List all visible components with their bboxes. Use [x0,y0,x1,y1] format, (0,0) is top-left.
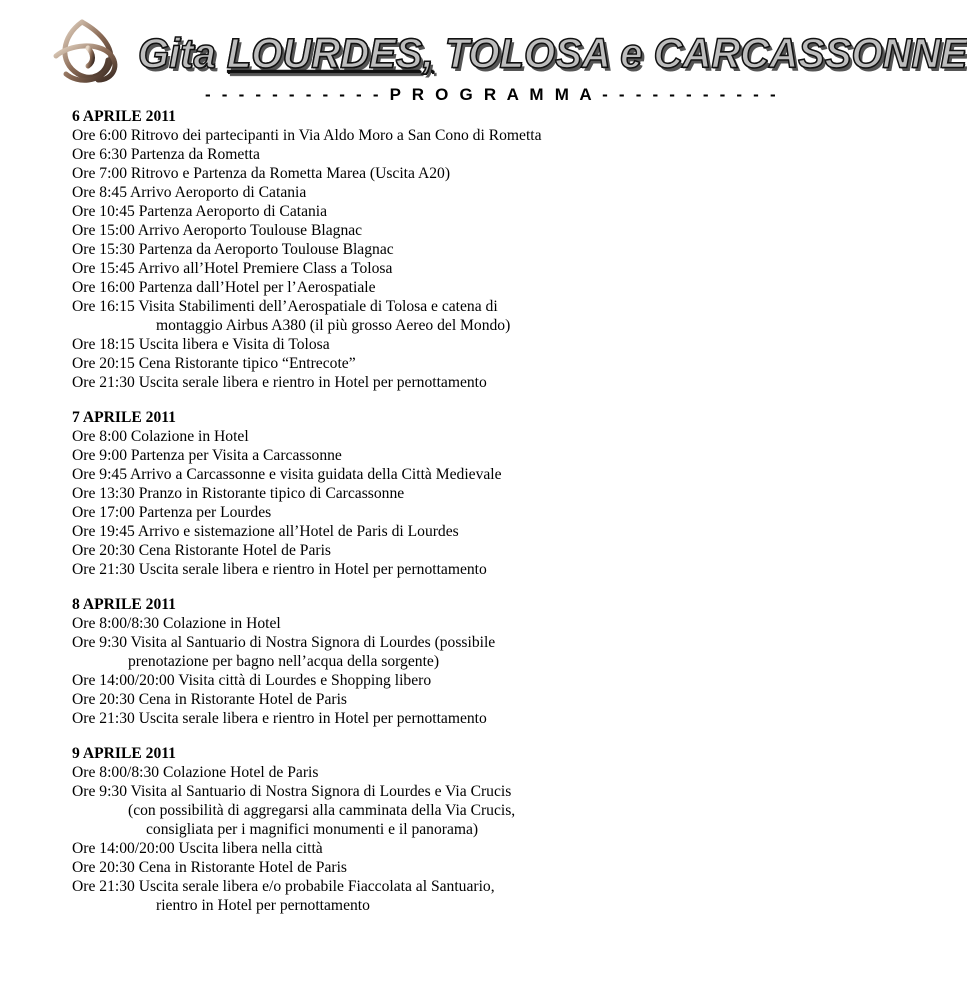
schedule-line: Ore 20:30 Cena Ristorante Hotel de Paris [72,542,331,559]
day-title: 9 APRILE 2011 [72,745,176,762]
schedule-line: Ore 21:30 Uscita serale libera e rientro in Hotel per pernottamento [72,561,487,578]
schedule-line: Ore 20:15 Cena Ristorante tipico “Entrecote” [72,355,356,372]
page-title [138,29,967,79]
day-section [72,107,752,392]
schedule-line: Ore 9:30 Visita al Santuario di Nostra Signora di Lourdes (possibile [72,634,496,651]
schedule-line: Ore 17:00 Partenza per Lourdes [72,504,272,521]
programme-content [72,107,752,931]
schedule-line: Ore 8:00/8:30 Colazione in Hotel [72,615,281,632]
schedule-line: Ore 21:30 Uscita serale libera e rientro in Hotel per pernottamento [72,710,487,727]
schedule-line: Ore 19:45 Arrivo e sistemazione all’Hotel de Paris di Lourdes [72,523,459,540]
title-part-e: e [620,30,643,78]
day-section [72,595,752,728]
header [48,12,967,92]
schedule-line: Ore 10:45 Partenza Aeroporto di Catania [72,203,328,220]
day-section [72,744,752,915]
day-section [72,408,752,579]
schedule-line-continuation: montaggio Airbus A380 (il più grosso Aereo del Mondo) [156,317,511,334]
schedule-line: Ore 6:30 Partenza da Rometta [72,146,260,163]
schedule-line: Ore 15:45 Arrivo all’Hotel Premiere Class a Tolosa [72,260,393,277]
title-part-tolosa: TOLOSA [433,30,621,78]
title-part-carcassonne: CARCASSONNE [642,30,967,78]
schedule-line: Ore 7:00 Ritrovo e Partenza da Rometta Marea (Uscita A20) [72,165,451,182]
triquetra-logo-icon [48,14,144,90]
schedule-line-continuation: prenotazione per bagno nell’acqua della sorgente) [128,653,440,670]
schedule-line: Ore 18:15 Uscita libera e Visita di Tolosa [72,336,330,353]
title-part-gita: Gita [138,30,227,78]
schedule-line: Ore 16:00 Partenza dall’Hotel per l’Aerospatiale [72,279,376,296]
schedule-line: Ore 9:45 Arrivo a Carcassonne e visita guidata della Città Medievale [72,466,502,483]
day-title: 7 APRILE 2011 [72,409,176,426]
schedule-line: Ore 15:00 Arrivo Aeroporto Toulouse Blagnac [72,222,363,239]
schedule-line-continuation: consigliata per i magnifici monumenti e il panorama) [146,821,479,838]
schedule-line: Ore 13:30 Pranzo in Ristorante tipico di Carcassonne [72,485,405,502]
schedule-line: Ore 6:00 Ritrovo dei partecipanti in Via Aldo Moro a San Cono di Rometta [72,127,542,144]
programma-heading: - - - - - - - - - - - P R O G R A M M A - - - - - - - - - - - [205,85,779,104]
schedule-line-continuation: (con possibilità di aggregarsi alla camminata della Via Crucis, [128,802,516,819]
schedule-line: Ore 14:00/20:00 Visita città di Lourdes e Shopping libero [72,672,432,689]
title-part-lourdes: LOURDES, [226,30,434,78]
schedule-line: Ore 20:30 Cena in Ristorante Hotel de Paris [72,691,347,708]
schedule-line: Ore 16:15 Visita Stabilimenti dell’Aerospatiale di Tolosa e catena di [72,298,498,315]
schedule-line: Ore 21:30 Uscita serale libera e rientro in Hotel per pernottamento [72,374,487,391]
schedule-line: Ore 20:30 Cena in Ristorante Hotel de Paris [72,859,347,876]
day-title: 6 APRILE 2011 [72,108,176,125]
schedule-line: Ore 9:00 Partenza per Visita a Carcassonne [72,447,342,464]
schedule-line: Ore 15:30 Partenza da Aeroporto Toulouse Blagnac [72,241,394,258]
schedule-line: Ore 14:00/20:00 Uscita libera nella città [72,840,323,857]
schedule-line: Ore 8:00 Colazione in Hotel [72,428,249,445]
schedule-line: Ore 21:30 Uscita serale libera e/o probabile Fiaccolata al Santuario, [72,878,495,895]
schedule-line: Ore 9:30 Visita al Santuario di Nostra Signora di Lourdes e Via Crucis [72,783,512,800]
schedule-line-continuation: rientro in Hotel per pernottamento [156,897,370,914]
schedule-line: Ore 8:00/8:30 Colazione Hotel de Paris [72,764,319,781]
day-title: 8 APRILE 2011 [72,596,176,613]
schedule-line: Ore 8:45 Arrivo Aeroporto di Catania [72,184,307,201]
